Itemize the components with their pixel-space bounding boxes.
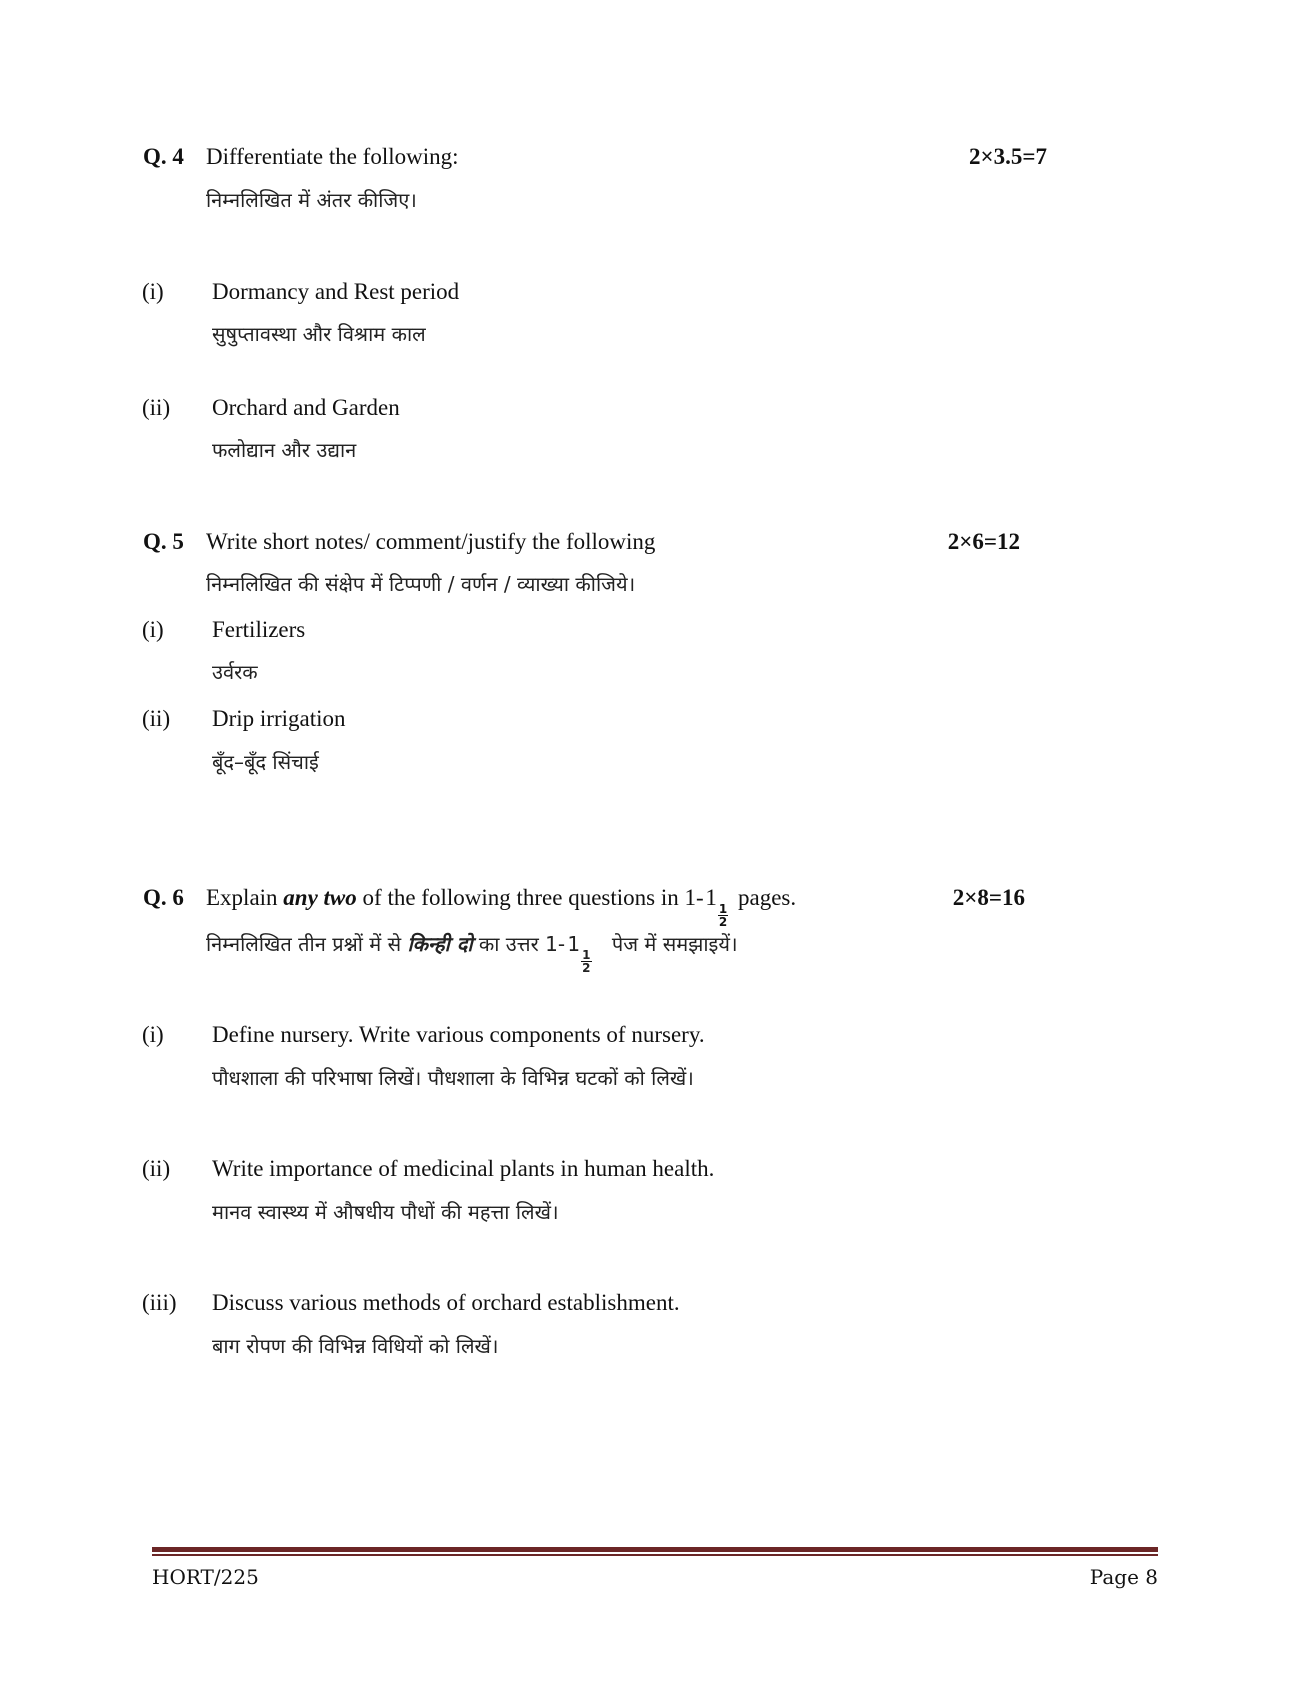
question-text-en	[206, 884, 796, 928]
question-number: Q. 5	[143, 529, 184, 554]
sub-item-text-en: Orchard and Garden	[212, 395, 400, 420]
sub-item-text-hi: मानव स्वास्थ्य में औषधीय पौधों की महत्ता लिखें।	[212, 1200, 559, 1224]
fraction-denominator: 2	[718, 915, 728, 929]
question-text-en: Write short notes/ comment/justify the following	[206, 529, 656, 554]
sub-item-label: (ii)	[142, 706, 171, 731]
sub-item-text-en: Dormancy and Rest period	[212, 279, 460, 304]
emphasis-text: any two	[283, 885, 357, 910]
course-code: HORT/225	[152, 1565, 259, 1589]
sub-item-text-hi: सुषुप्तावस्था और विश्राम काल	[212, 322, 426, 346]
mixed-number-whole: 1	[705, 885, 717, 910]
question-text-hi	[206, 930, 738, 974]
sub-item-label: (i)	[142, 279, 164, 304]
question-text-hi: निम्नलिखित की संक्षेप में टिप्पणी / वर्णन / व्याख्या कीजिये।	[206, 572, 636, 596]
text-segment: of the following three questions in 1-	[362, 885, 704, 910]
text-segment: पेज में समझाइयें।	[611, 932, 738, 956]
fraction	[718, 903, 728, 928]
fraction-denominator: 2	[582, 961, 591, 975]
text-segment: निम्नलिखित तीन प्रश्नों में से	[206, 932, 402, 956]
mixed-number-whole: 1	[567, 932, 581, 956]
question-marks: 2×8=16	[952, 885, 1025, 910]
sub-item-text-en: Write importance of medicinal plants in human health.	[212, 1156, 715, 1181]
sub-item-label: (i)	[142, 617, 164, 642]
sub-item-label: (ii)	[142, 1156, 171, 1181]
sub-item-text-hi: उर्वरक	[212, 660, 258, 684]
emphasis-text: किन्ही दो	[407, 932, 473, 956]
question-number: Q. 6	[143, 885, 184, 910]
question-text-hi: निम्नलिखित में अंतर कीजिए।	[206, 188, 417, 212]
question-number: Q. 4	[143, 144, 184, 169]
fraction-numerator: 1	[718, 902, 728, 916]
sub-item-text-hi: फलोद्यान और उद्यान	[212, 438, 357, 462]
sub-item-label: (i)	[142, 1022, 164, 1047]
sub-item-label: (iii)	[142, 1290, 177, 1315]
sub-item-text-hi: पौधशाला की परिभाषा लिखें। पौधशाला के विभिन्न घटकों को लिखें।	[212, 1066, 694, 1090]
text-segment: Explain	[206, 885, 278, 910]
text-segment: pages.	[738, 885, 797, 910]
fraction-numerator: 1	[582, 948, 591, 962]
text-segment: का उत्तर 1-	[478, 932, 566, 956]
sub-item-text-en: Define nursery. Write various components of nursery.	[212, 1022, 705, 1047]
question-marks: 2×6=12	[947, 529, 1020, 554]
question-marks: 2×3.5=7	[969, 144, 1047, 169]
footer-rule-thin	[152, 1554, 1158, 1556]
sub-item-text-en: Fertilizers	[212, 617, 306, 642]
footer-rule	[152, 1547, 1158, 1552]
sub-item-text-en: Discuss various methods of orchard establishment.	[212, 1290, 680, 1315]
sub-item-text-en: Drip irrigation	[212, 706, 346, 731]
page-number: Page 8	[1089, 1565, 1158, 1589]
question-text-en: Differentiate the following:	[206, 144, 459, 169]
sub-item-label: (ii)	[142, 395, 171, 420]
sub-item-text-hi: बूँद–बूँद सिंचाई	[212, 750, 319, 774]
fraction	[581, 949, 591, 974]
sub-item-text-hi: बाग रोपण की विभिन्न विधियों को लिखें।	[212, 1334, 499, 1358]
